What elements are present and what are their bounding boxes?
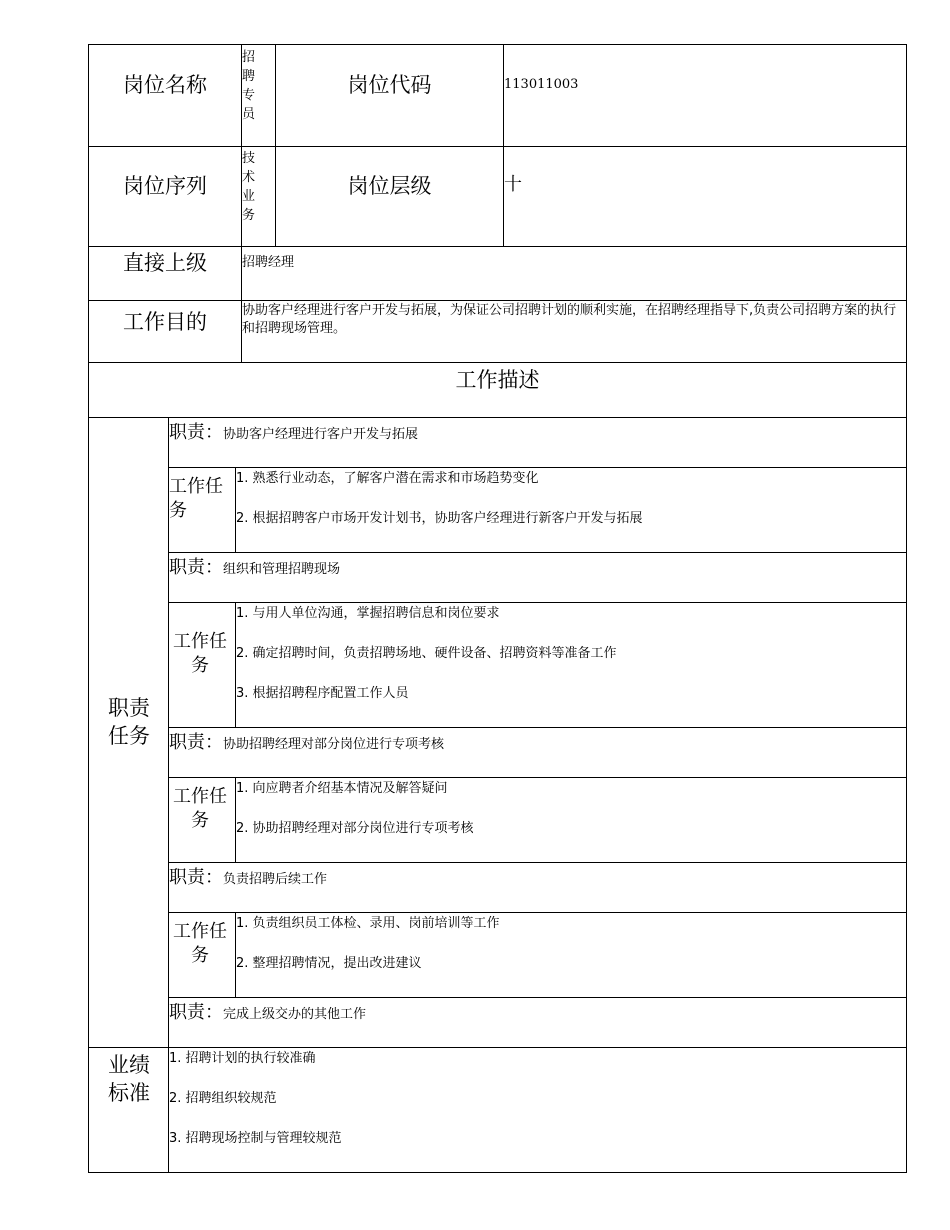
duty-prefix: 职责：	[169, 557, 223, 578]
duty-text: 组织和管理招聘现场	[223, 562, 341, 577]
duty-text: 协助客户经理进行客户开发与拓展	[223, 427, 419, 442]
post-level-label: 岗位层级	[347, 174, 432, 198]
task-label: 工作任务	[173, 631, 227, 676]
task-item: 2. 整理招聘情况，提出改进建议	[236, 956, 422, 971]
post-code-value: 113011003	[504, 77, 579, 92]
post-series-value: 技术业务	[242, 151, 256, 223]
task-label: 工作任务	[173, 921, 227, 966]
task-item: 2. 协助招聘经理对部分岗位进行专项考核	[236, 821, 474, 836]
performance-item: 2. 招聘组织较规范	[169, 1091, 277, 1106]
task-label: 工作任务	[173, 786, 227, 831]
duty-prefix: 职责：	[169, 1002, 223, 1023]
task-item: 1. 向应聘者介绍基本情况及解答疑问	[236, 781, 448, 796]
task-item: 3. 根据招聘程序配置工作人员	[236, 686, 409, 701]
task-label: 工作任务	[169, 476, 223, 521]
task-item: 1. 与用人单位沟通，掌握招聘信息和岗位要求	[236, 606, 500, 621]
purpose-value: 协助客户经理进行客户开发与拓展，为保证公司招聘计划的顺利实施，在招聘经理指导下,负责公司招聘方案的执行和招聘现场管理。	[242, 303, 897, 336]
duty-text: 完成上级交办的其他工作	[223, 1007, 367, 1022]
post-name-label: 岗位名称	[123, 73, 207, 97]
duty-row	[169, 866, 327, 890]
duty-row	[169, 731, 444, 755]
post-level-value: 十	[504, 174, 522, 195]
task-item: 2. 确定招聘时间，负责招聘场地、硬件设备、招聘资料等准备工作	[236, 646, 617, 661]
task-item: 1. 熟悉行业动态，了解客户潜在需求和市场趋势变化	[236, 471, 539, 486]
post-name-value: 招聘专员	[242, 50, 256, 122]
superior-value: 招聘经理	[242, 255, 295, 270]
performance-label: 业绩标准	[108, 1053, 150, 1105]
duty-prefix: 职责：	[169, 867, 223, 888]
duty-prefix: 职责：	[169, 422, 223, 443]
duty-row	[169, 1001, 366, 1025]
post-code-label: 岗位代码	[347, 73, 432, 97]
duty-row	[169, 421, 418, 445]
duty-row	[169, 556, 340, 580]
description-title: 工作描述	[455, 368, 540, 392]
performance-item: 3. 招聘现场控制与管理较规范	[169, 1131, 342, 1146]
duty-text: 协助招聘经理对部分岗位进行专项考核	[223, 737, 445, 752]
purpose-label: 工作目的	[123, 310, 207, 334]
duties-label: 职责任务	[108, 696, 150, 748]
duty-text: 负责招聘后续工作	[223, 872, 328, 887]
task-item: 1. 负责组织员工体检、录用、岗前培训等工作	[236, 916, 500, 931]
post-series-label: 岗位序列	[123, 174, 207, 198]
task-item: 2. 根据招聘客户市场开发计划书，协助客户经理进行新客户开发与拓展	[236, 511, 643, 526]
duty-prefix: 职责：	[169, 732, 223, 753]
superior-label: 直接上级	[123, 251, 207, 275]
performance-item: 1. 招聘计划的执行较准确	[169, 1051, 316, 1066]
